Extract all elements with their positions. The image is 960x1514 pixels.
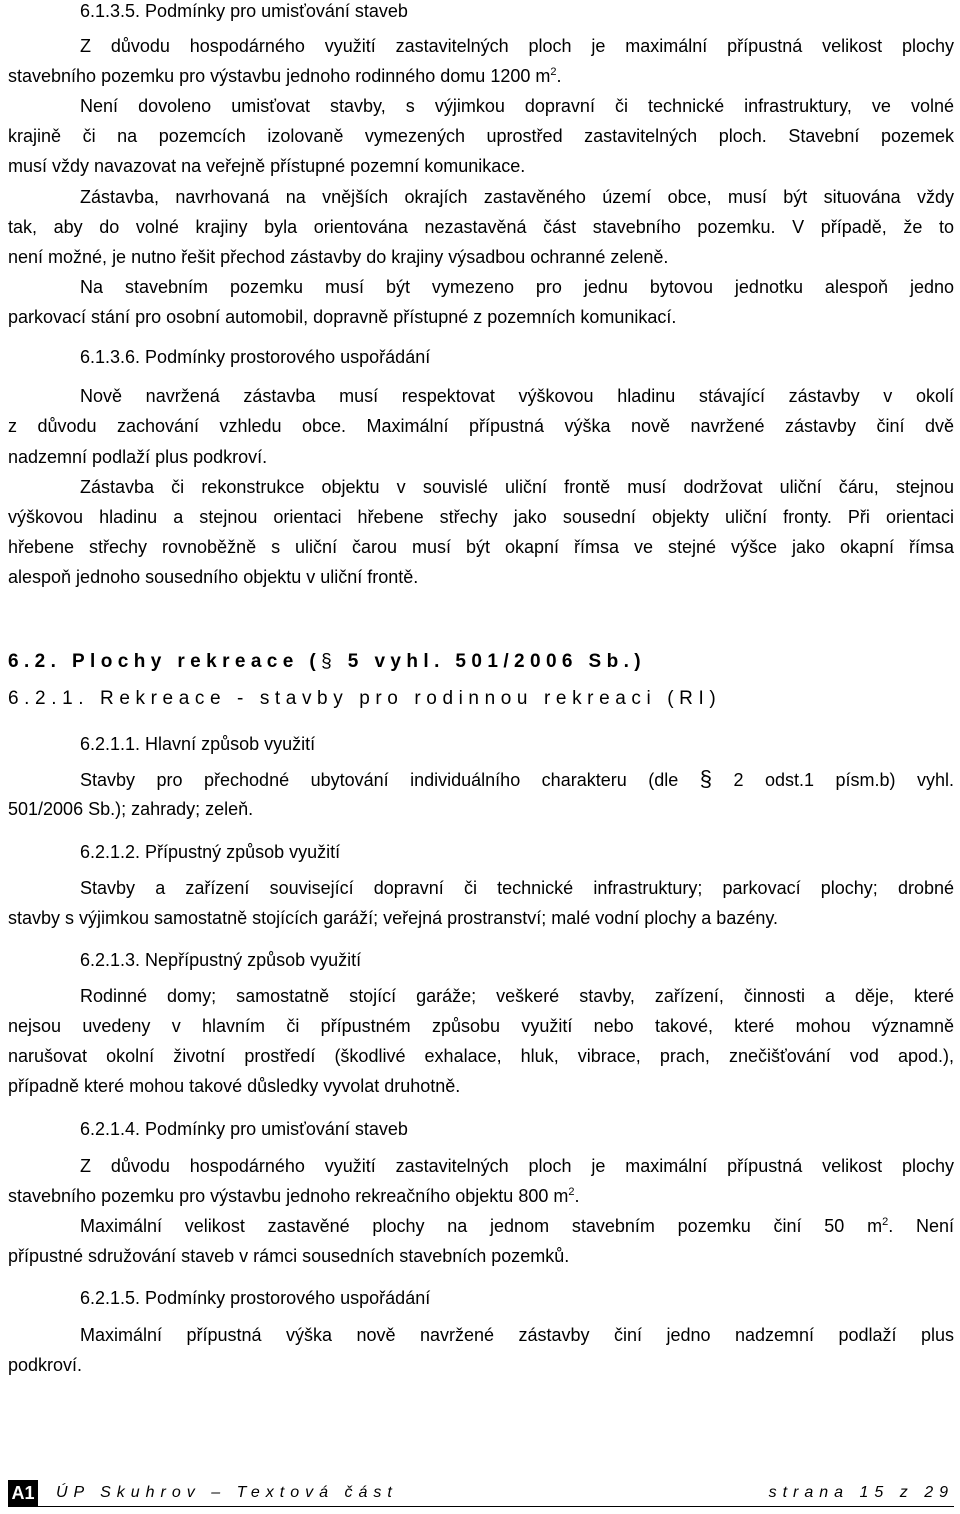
page-footer	[8, 1478, 954, 1507]
heading-6-1-3-6: 6.1.3.6. Podmínky prostorového uspořádání	[80, 347, 431, 367]
paragraph-line: nejsou uvedeny v hlavním či přípustném způsobu využití nebo takové, které mohou významně	[8, 1016, 954, 1036]
paragraph-line: stavebního pozemku pro výstavbu jednoho rodinného domu 1200 $m^2$.	[8, 66, 562, 86]
heading-6-2: 6.2. Plochy rekreace (§ 5 vyhl. 501/2006 Sb.)	[8, 651, 647, 672]
paragraph-line: nadzemní podlaží plus podkroví.	[8, 447, 268, 467]
paragraph-line: Z důvodu hospodárného využití zastavitelných ploch je maximální přípustná velikost plochy	[80, 1156, 954, 1176]
paragraph-line: Rodinné domy; samostatně stojící garáže; veškeré stavby, zařízení, činnosti a děje, které	[80, 986, 954, 1006]
paragraph-line: případně které mohou takové důsledky vyvolat druhotně.	[8, 1076, 461, 1096]
heading-6-2-1: 6.2.1. Rekreace - stavby pro rodinnou rekreaci (RI)	[8, 688, 722, 709]
paragraph-line: Nově navržená zástavba musí respektovat výškovou hladinu stávající zástavby v okolí	[80, 386, 954, 406]
paragraph-line: výškovou hladinu a stejnou orientaci hřebene střechy jako sousední objekty uliční fronty. Při orientaci	[8, 507, 954, 527]
paragraph-line: Maximální přípustná výška nově navržené zástavby činí jedno nadzemní podlaží plus	[80, 1325, 954, 1345]
page-number: strana 15 z 29	[768, 1484, 954, 1501]
paragraph-line: Stavby a zařízení související dopravní či technické infrastruktury; parkovací plochy; drobné	[80, 878, 954, 898]
paragraph-line: Maximální velikost zastavěné plochy na jednom stavebním pozemku činí 50 $m^2$. Není	[80, 1216, 955, 1236]
heading-6-2-1-4: 6.2.1.4. Podmínky pro umisťování staveb	[80, 1119, 408, 1139]
heading-6-2-1-2: 6.2.1.2. Přípustný způsob využití	[80, 842, 341, 862]
paragraph-line: stavebního pozemku pro výstavbu jednoho rekreačního objektu 800 $m^2$.	[8, 1186, 580, 1206]
paragraph-line: z důvodu zachování vzhledu obce. Maximální přípustná výška nově navržené zástavby činí dvě	[8, 416, 954, 436]
paragraph-line: Stavby pro přechodné ubytování individuálního charakteru (dle § 2 odst.1 písm.b) vyhl.	[80, 766, 954, 791]
paragraph-line: 501/2006 Sb.); zahrady; zeleň.	[8, 799, 254, 819]
paragraph-line: musí vždy navazovat na veřejně přístupné pozemní komunikace.	[8, 156, 526, 176]
paragraph-line: stavby s výjimkou samostatně stojících garáží; veřejná prostranství; malé vodní plochy a bazény.	[8, 908, 779, 928]
paragraph-line: alespoň jednoho sousedního objektu v uliční frontě.	[8, 567, 419, 587]
heading-6-2-1-1: 6.2.1.1. Hlavní způsob využití	[80, 734, 316, 754]
paragraph-line: krajině či na pozemcích izolovaně vymezených uprostřed zastavitelných ploch. Stavební pozemek	[8, 126, 954, 146]
paragraph-line: hřebene střechy rovnoběžně s uliční čarou musí být okapní římsa ve stejné výšce jako okapní římsa	[8, 537, 954, 557]
paragraph-line: tak, aby do volné krajiny byla orientována nezastavěná část stavebního pozemku. V případě, že to	[8, 217, 954, 237]
paragraph-line: Zástavba či rekonstrukce objektu v souvislé uliční frontě musí dodržovat uliční čáru, stejnou	[80, 477, 954, 497]
paragraph-line: podkroví.	[8, 1355, 83, 1375]
paragraph-line: přípustné sdružování staveb v rámci sousedních stavebních pozemků.	[8, 1246, 570, 1266]
paragraph-line: Není dovoleno umisťovat stavby, s výjimkou dopravní či technické infrastruktury, ve volné	[80, 96, 954, 116]
paragraph-line: není možné, je nutno řešit přechod zástavby do krajiny výsadbou ochranné zeleně.	[8, 247, 669, 267]
footer-title: ÚP Skuhrov – Textová část	[56, 1484, 398, 1501]
paragraph-line: Zástavba, navrhovaná na vnějších okrajích zastavěného území obce, musí být situována vždy	[80, 187, 954, 207]
heading-6-2-1-5: 6.2.1.5. Podmínky prostorového uspořádání	[80, 1288, 431, 1308]
paragraph-line: Z důvodu hospodárného využití zastavitelných ploch je maximální přípustná velikost plochy	[80, 36, 954, 56]
paragraph-line: parkovací stání pro osobní automobil, dopravně přístupné z pozemních komunikací.	[8, 307, 677, 327]
heading-6-2-1-3: 6.2.1.3. Nepřípustný způsob využití	[80, 950, 362, 970]
heading-6-1-3-5: 6.1.3.5. Podmínky pro umisťování staveb	[80, 1, 408, 21]
paragraph-line: narušovat okolní životní prostředí (škodlivé exhalace, hluk, vibrace, prach, znečišťování vod apod.),	[8, 1046, 954, 1066]
document-badge: A1	[8, 1480, 38, 1506]
paragraph-line: Na stavebním pozemku musí být vymezeno pro jednu bytovou jednotku alespoň jedno	[80, 277, 954, 297]
